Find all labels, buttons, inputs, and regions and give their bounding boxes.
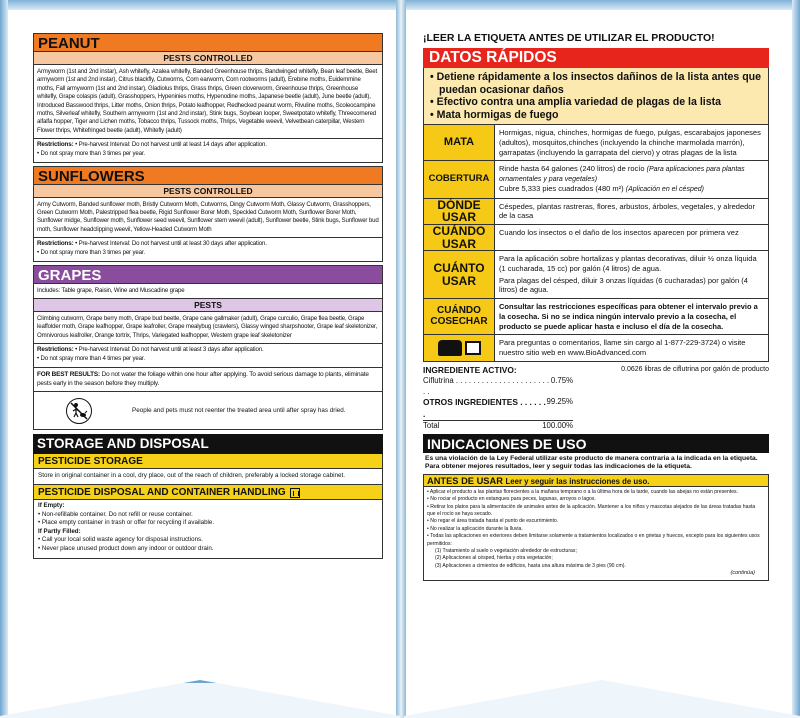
instruction-item: • Retirar los platos para la alimentación de animales antes de la aplicación. Mantener a los niños y mascotas alejados de las áreas tratadas hasta que el rocío se haya secado.: [427, 503, 756, 518]
restrictions-label: Restrictions:: [37, 240, 74, 248]
grapes-restrictions: [33, 343, 383, 367]
coverage-note: (Para aplicaciones para plantas ornamentales y para vegetales): [499, 166, 745, 184]
restriction-item: • Pre-harvest Interval: Do not harvest until at least 14 days after application.: [75, 141, 267, 149]
reentry-warning: [33, 392, 383, 430]
fact-value: Para preguntas o comentarios, llame sin cargo al 1-877-229-3724) o visite nuestro sitio web en www.BioAdvanced.com: [495, 335, 768, 361]
fact-label: CUÁNDO USAR: [424, 225, 495, 250]
coverage-text: Rinde hasta 64 galones (240 litros) de rocío: [499, 164, 645, 174]
fact-value: Hormigas, nigua, chinches, hormigas de fuego, pulgas, escarabajos japoneses (adultos), mosquitos,chinches (incluyendo la chinche marmolada marrón), garrapatas (incluyendo la garrapata del ciervo) y otras plagas de la lista: [495, 125, 768, 160]
datos-rapidos-heading: DATOS RÁPIDOS: [423, 48, 769, 68]
antes-sub: Leer y seguir las instrucciones de uso.: [505, 476, 650, 486]
fact-label: MATA: [424, 125, 495, 160]
best-results-label: FOR BEST RESULTS:: [37, 370, 101, 378]
fact-value: [495, 251, 768, 298]
ingredient-line: [423, 397, 573, 420]
sunflowers-heading: SUNFLOWERS: [33, 166, 383, 185]
peanut-pests-list: Armyworm (1st and 2nd instar), Ash whitefly, Azalea whitefly, Banded Greenhouse thrips, Bandwinged whitefly, Bean leaf beetle, Beet armyworm (1st and 2nd instar), Citrus blackfly, Cutworms, Corn earworm, Corn rootworms (adult), Erebine moths, Euidemmine moths, Fall armyworm (1st and 2nd instar), Gladiolus thrips, Grass thrips, Green cloverworm, Greenhouse thrips, Greenhouse whitefly, Grape colaspis (adult), Grasshoppers, Hypeninies moths, Hypenodine moths, Japanese beetle (adult), June beetle (adult), Introduced Basswood thrips, Litter moths, Onion thrips, Potato leafhopper, Redhecked peanut worm, Rivuline moths, Scoleocampine moths, Silverleaf whitefly, Southern armyworm (1st and 2nd instar), Stink bugs, Soybean looper, Sweetpotato whitefly, Threecornered alfalfa hopper, Tiger and Lichen moths, Tobacco thrips, Tussock moths, Thrips, Vegetable weevil, Velvetbean caterpillar, Western Flower thrips, Whitefringed beetle (adult), Whitefly (adult): [33, 65, 383, 138]
fact-value: Consultar las restricciones específicas para obtener el intervalo previo a la cosecha. Si no se indica ningún intervalo previo a la cosecha, el producto se puede aplicar hasta e incluso el día de la cosecha.: [495, 299, 768, 334]
instruction-item: • Aplicar el producto a las plantas florecientes a la mañana temprano o a la última hora de la tarde, cuando las abejas no están presentes.: [427, 488, 738, 495]
disposal-instructions: [33, 500, 383, 558]
sunflowers-restrictions: [33, 237, 383, 261]
fact-label: COBERTURA: [424, 161, 495, 197]
antes-de-usar-heading: [423, 474, 769, 487]
best-results: [33, 368, 383, 393]
disposal-item: • Non-refillable container. Do not refill or reuse container.: [38, 510, 193, 518]
disposal-item: • Place empty container in trash or offer for recycling if available.: [38, 519, 215, 527]
pesticide-disposal-label: PESTICIDE DISPOSAL AND CONTAINER HANDLING: [38, 487, 286, 499]
restriction-item: • Pre-harvest Interval: Do not harvest until at least 3 days after application.: [75, 346, 264, 354]
restrictions-label: Restrictions:: [37, 346, 74, 354]
active-ingredient-label: INGREDIENTE ACTIVO:: [423, 364, 517, 375]
fact-value: Céspedes, plantas rastreras, flores, arbustos, árboles, vegetales, y alrededor de la casa: [495, 199, 768, 225]
if-partly-filled-label: If Partly Filled:: [38, 527, 81, 535]
ingredients: [423, 362, 769, 432]
ingredient-name: OTROS INGREDIENTES . . . . . . .: [423, 397, 546, 419]
restriction-item: • Do not spray more than 3 times per year.: [37, 249, 145, 257]
ingredient-header: [423, 365, 769, 376]
restriction-item: • Do not spray more than 4 times per year.: [37, 355, 145, 362]
fact-row-contact: [423, 335, 769, 362]
ingredient-value: 100.00%: [542, 421, 573, 431]
right-panel: [423, 32, 769, 581]
ingredient-value: 0.75%: [550, 376, 573, 386]
warning-line: Para obtener mejores resultados, leer y seguir todas las indicaciones de la etiqueta.: [425, 463, 692, 471]
dosage-text: Para la aplicación sobre hortalizas y plantas decorativas, diluir ½ onza líquida (1 cucharada, 15 cc) por galón (4 litros) de agua.: [499, 254, 757, 273]
fact-value: [495, 161, 768, 197]
ingredient-row: [423, 376, 573, 431]
ingredient-value: 99.25%: [546, 397, 573, 407]
reentry-text: People and pets must not reenter the treated area until after spray has dried.: [132, 407, 346, 415]
fact-label: DÓNDE USAR: [424, 199, 495, 225]
read-label-warning: ¡LEER LA ETIQUETA ANTES DE UTILIZAR EL PRODUCTO!: [423, 32, 715, 44]
instruction-item: • Todas las aplicaciones en exteriores deben limitarse solamente a tratamientos localizados o en grietas y huecos, excepto para los siguientes usos permitidos:: [427, 533, 760, 547]
computer-icon: [465, 341, 481, 355]
fact-row-mata: [423, 124, 769, 161]
warning-line: Es una violación de la Ley Federal utilizar este producto de manera contraria a la indicada en la etiqueta.: [425, 454, 758, 462]
ingredient-line: [423, 376, 573, 397]
grapes-includes: Includes: Table grape, Raisin, Wine and Muscadine grape: [33, 284, 383, 298]
fact-value: Cuando los insectos o el daño de los insectos aparecen por primera vez: [495, 225, 768, 250]
fact-row-cuando: [423, 225, 769, 251]
right-edge: [792, 0, 800, 718]
antes-instructions: [423, 487, 769, 581]
instruction-item: • No regar el área tratada hasta el punto de escurrimiento.: [427, 518, 559, 525]
dosage-text: Para plagas del césped, diluir 3 onzas líquidas (6 cucharadas) por galón (4 litros) de agua.: [499, 275, 748, 295]
fact-row-donde: [423, 199, 769, 226]
disposal-item: • Never place unused product down any indoor or outdoor drain.: [38, 545, 214, 553]
grapes-pests-list: Climbing cutworm, Grape berry moth, Grape bud beetle, Grape cane gallmaker (adult), Grape curculio, Grape flea beetle, Grape leaffolder moth, Grape leafhopper, Grape leafroller, Grape mealybug (crawlers), Glassy winged sharpshooter, Grape leaf skeletonizer, Omnivorous leafroller, Orange tortrix, Thrips, Variegated leafhopper, Western grape leaf skeletonizer: [33, 312, 383, 343]
active-ingredient-note: 0.0626 libras de ciflutrina por galón de producto: [621, 365, 769, 373]
ingredient-line: [423, 420, 573, 432]
grapes-pests-subhead: PESTS: [33, 298, 383, 312]
indicaciones-warning: [423, 453, 769, 474]
fact-label: CUÁNTO USAR: [424, 251, 495, 298]
no-entry-person-pet-icon: [66, 398, 92, 424]
left-panel: [33, 33, 383, 559]
left-edge: [0, 0, 8, 718]
storage-disposal-heading: STORAGE AND DISPOSAL: [33, 434, 383, 454]
instruction-subitem: (1) Tratamiento al suelo o vegetación alrededor de estructuras;: [435, 547, 577, 554]
peanut-restrictions: [33, 138, 383, 162]
pesticide-storage-heading: PESTICIDE STORAGE: [33, 454, 383, 469]
sunflowers-pests-list: Army Cutworm, Banded sunflower moth, Bristly Cutworm Moth, Cutworms, Dingy Cutworm Moth, Glassy Cutworm, Grasshoppers, Green Cutworm Moth, Palestripped flea beetle, Rigid Sunflower Borer Moth, Speckled Cutworm Moth, Sunflower Borer Moth, Sunflower midge, Sunflower moth, Sunflower seed weevil, Sunflower stem weevil (adult), Sunflower beetle, Stink bugs, Sunflower bud moth, Sunflower headclipping weevil, Yellow-Headed Cutworm Moth: [33, 198, 383, 238]
fact-row-cobertura: [423, 161, 769, 198]
instruction-subitem: (3) Aplicaciones a cimientos de edificios, hasta una altura máxima de 3 pies (90 cm).: [435, 562, 626, 569]
if-empty-label: If Empty:: [38, 502, 65, 510]
restriction-item: • Do not spray more than 3 times per year.: [37, 150, 145, 158]
phone-icon: [438, 340, 462, 356]
coverage-text: Cubre 5,333 pies cuadrados (480 m²): [499, 184, 624, 194]
indicaciones-heading: INDICACIONES DE USO: [423, 434, 769, 453]
fact-label: CUÁNDO COSECHAR: [424, 299, 495, 334]
restrictions-label: Restrictions:: [37, 141, 74, 149]
instruction-subitem: (2) Aplicaciones al césped, hierba y otra vegetación;: [435, 555, 553, 562]
quick-fact-bullet: • Detiene rápidamente a los insectos dañinos de la lista antes que puedan ocasionar daños: [430, 71, 762, 96]
trash-bin-icon: [290, 488, 300, 498]
quick-fact-bullet: • Mata hormigas de fuego: [430, 108, 559, 121]
quick-fact-bullet: • Efectivo contra una amplia variedad de plagas de la lista: [430, 96, 722, 108]
quick-facts-bullets: [423, 68, 769, 124]
fact-row-cosechar: [423, 299, 769, 335]
sunflowers-pests-subhead: PESTS CONTROLLED: [33, 185, 383, 198]
contact-icons: [424, 335, 495, 361]
center-gutter: [396, 0, 406, 718]
ingredient-name: Ciflutrina . . . . . . . . . . . . . . . . . . . . . . . .: [423, 376, 550, 396]
best-results-text: Do not water the foliage within one hour after applying. To avoid serious damage to plants, eliminate pests early in the season before they multiply.: [37, 370, 369, 387]
instruction-item: • No realizar la aplicación durante la lluvia.: [427, 525, 523, 532]
restriction-item: • Pre-harvest Interval: Do not harvest until at least 30 days after application.: [75, 240, 267, 248]
grapes-heading: GRAPES: [33, 265, 383, 284]
disposal-item: • Call your local solid waste agency for disposal instructions.: [38, 536, 203, 544]
antes-label: ANTES DE USAR: [427, 475, 503, 486]
fact-row-cuanto: [423, 251, 769, 299]
pesticide-storage-text: Store in original container in a cool, dry place, out of the reach of children, preferably a locked storage cabinet.: [33, 469, 383, 485]
coverage-note: (Aplicación en el césped): [625, 186, 704, 194]
continued-note: (continúa): [730, 570, 755, 577]
instruction-item: • No rociar el producto en estanques para peces, lagunas, arroyos o lagos.: [427, 496, 596, 503]
peanut-heading: PEANUT: [33, 33, 383, 52]
ingredient-name: Total: [423, 421, 440, 431]
pesticide-disposal-heading: [33, 485, 383, 500]
peanut-pests-subhead: PESTS CONTROLLED: [33, 52, 383, 65]
